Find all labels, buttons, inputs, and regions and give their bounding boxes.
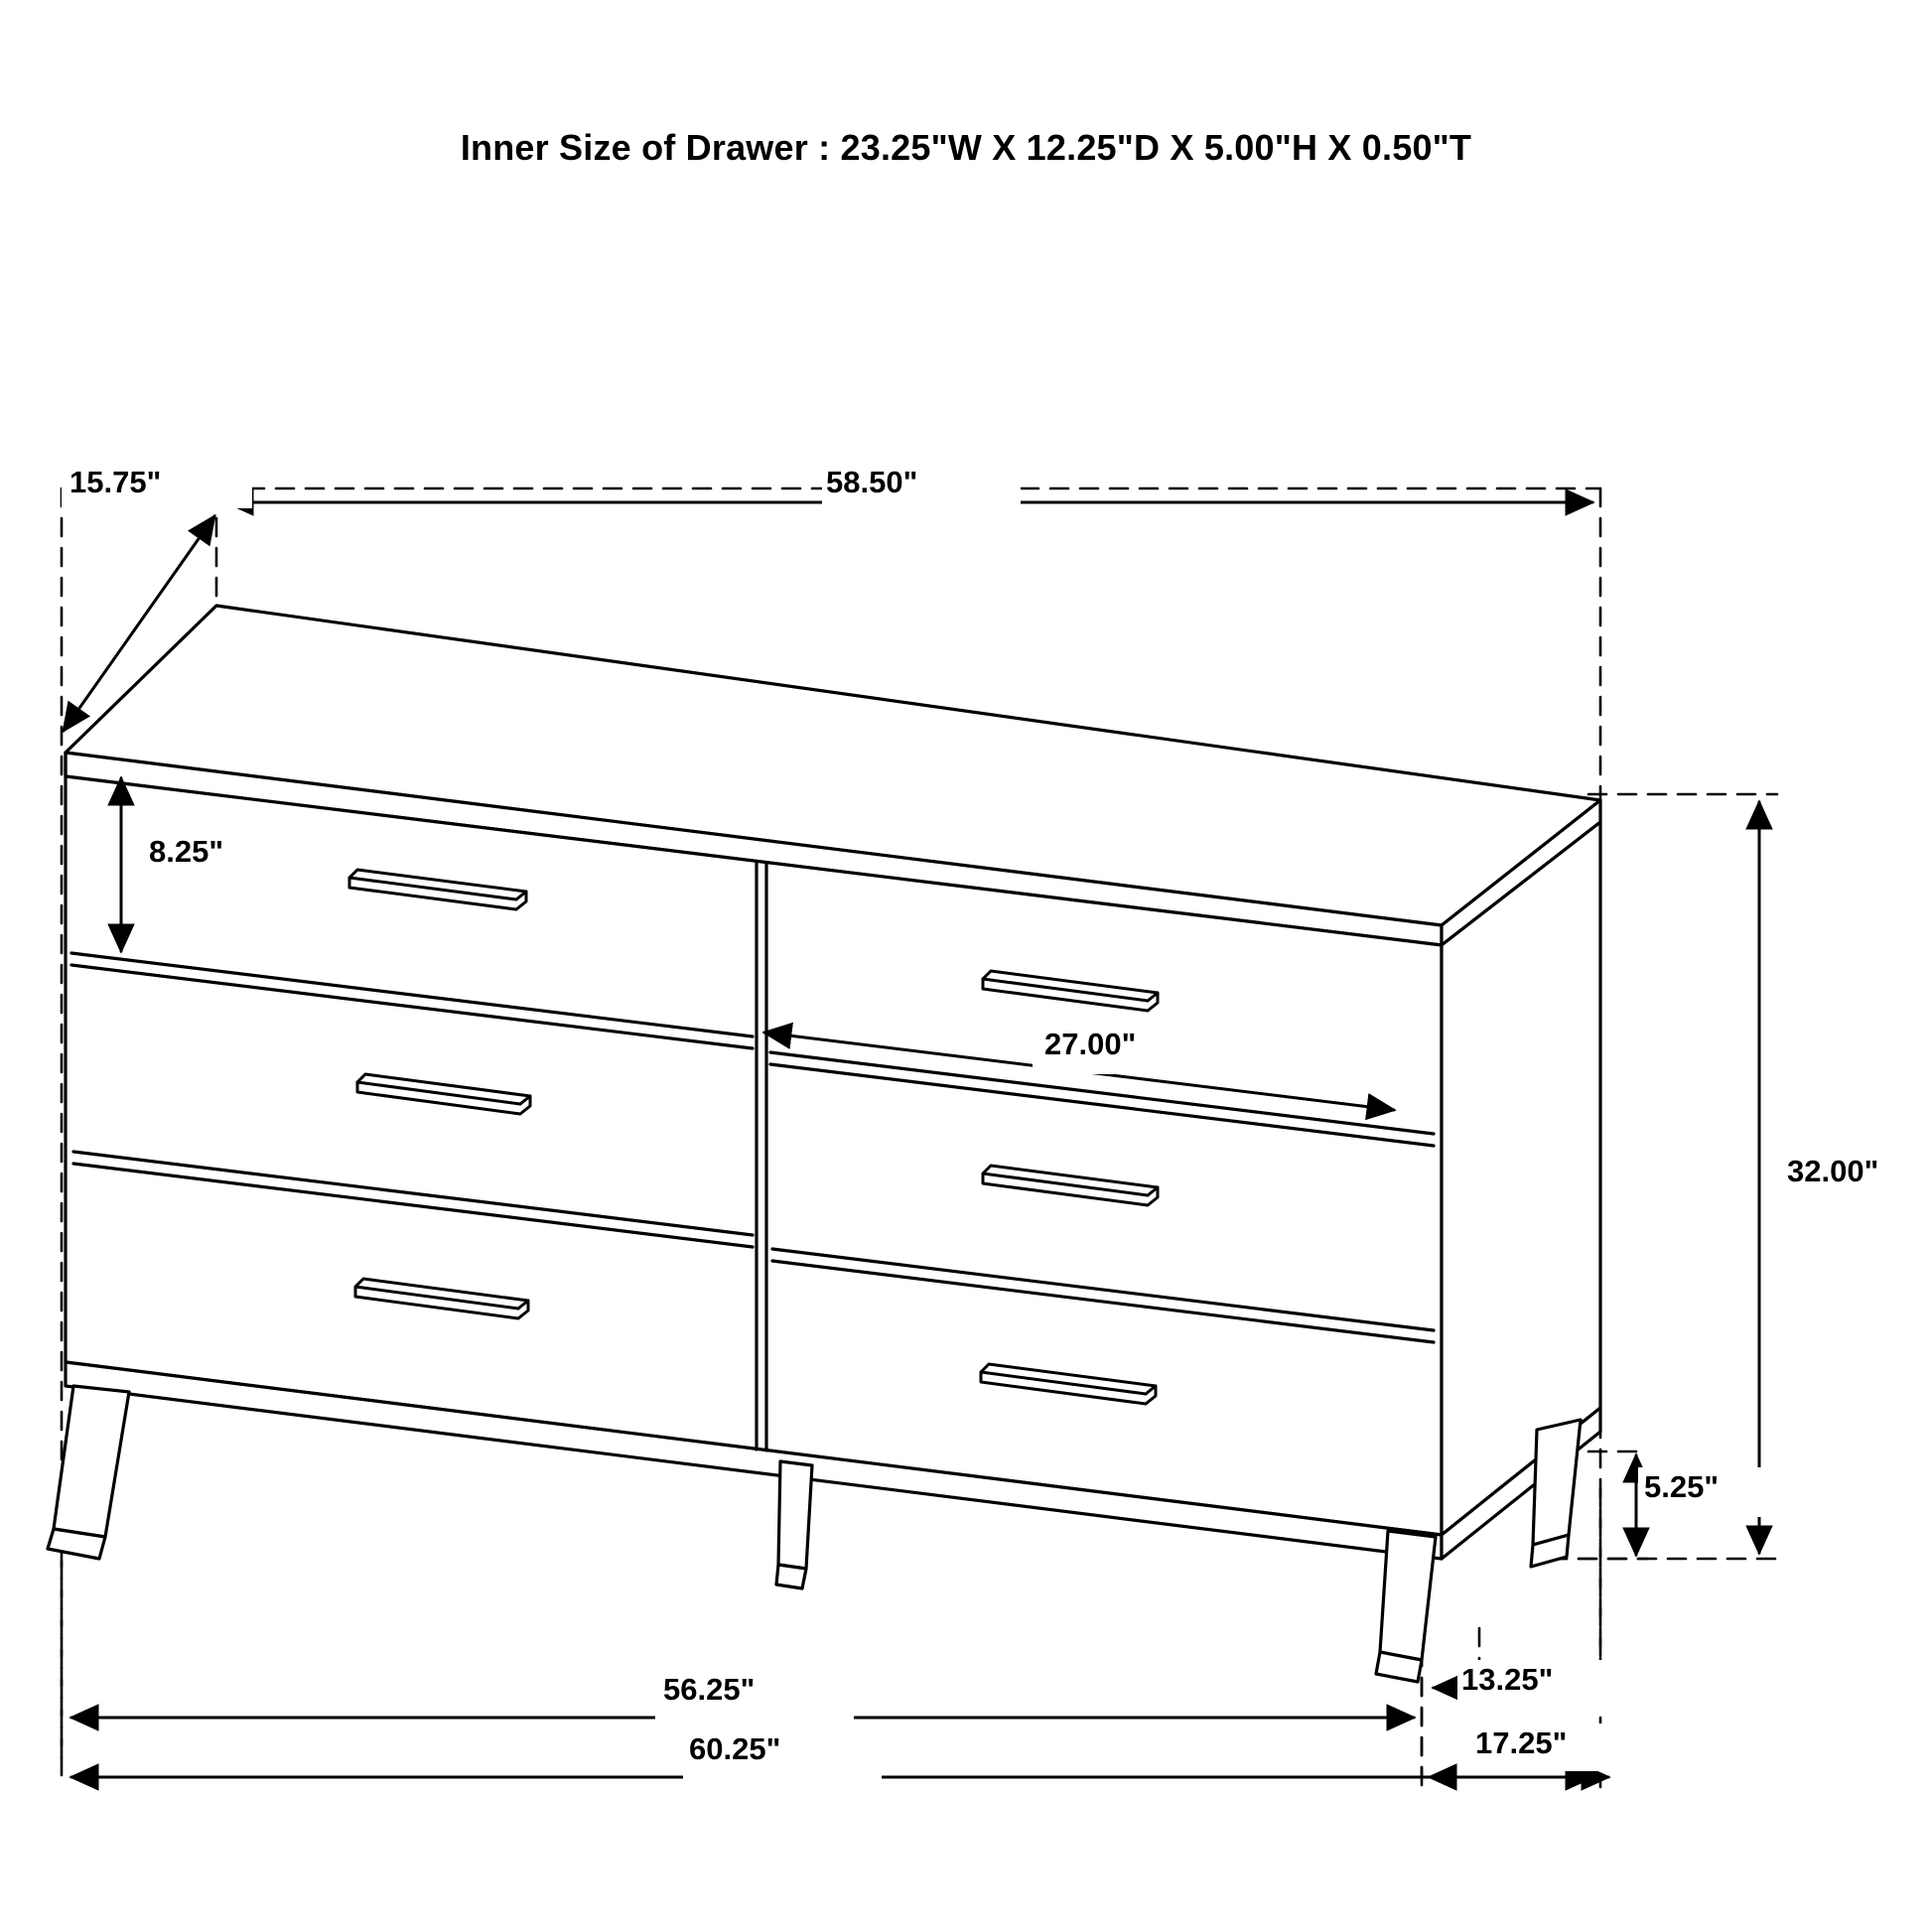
dimension-label-depth-top: 15.75" [69, 465, 162, 499]
dimension-label-drawer-width: 27.00" [1044, 1027, 1137, 1061]
dimension-label-total-height: 32.00" [1787, 1154, 1879, 1188]
page-title: Inner Size of Drawer : 23.25"W X 12.25"D X 5.00"H X 0.50"T [460, 127, 1472, 168]
dimension-label-case-width: 56.25" [663, 1672, 756, 1707]
dimension-label-leg-height: 5.25" [1644, 1469, 1720, 1504]
dimension-label-drawer-height: 8.25" [149, 834, 224, 869]
dimension-label-overall-width: 60.25" [689, 1731, 781, 1766]
dimension-label-overall-depth: 17.25" [1475, 1725, 1568, 1760]
dimension-label-case-depth: 13.25" [1461, 1662, 1554, 1697]
dimension-label-width-top: 58.50" [826, 465, 918, 499]
